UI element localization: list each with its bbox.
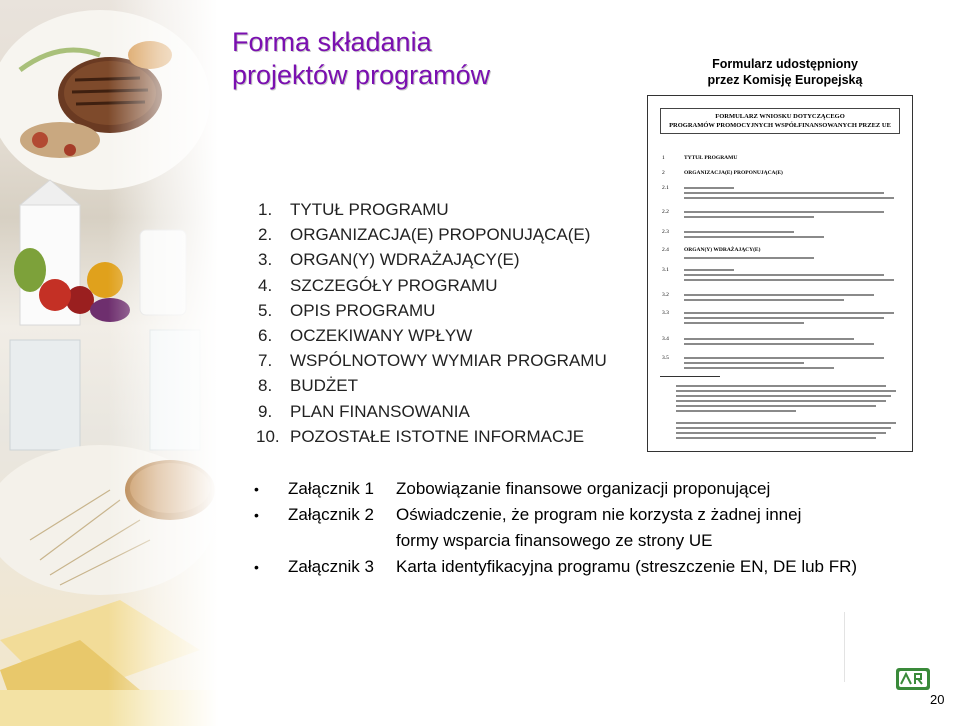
doc-sub-number: 3.3 [662,310,669,316]
item-text: ORGAN(Y) WDRAŻAJĄCY(E) [290,250,520,270]
item-text: SZCZEGÓŁY PROGRAMU [290,275,498,295]
item-number: 4. [258,275,273,295]
attachment-text-continuation: formy wsparcia finansowego ze strony UE [396,531,713,550]
list-item [258,348,607,373]
item-number: 2. [258,225,273,245]
form-document-header-line-2: PROGRAMÓW PROMOCYJNYCH WSPÓŁFINANSOWANYCH PRZEZ UE [669,122,891,129]
doc-section-3: ORGAN(Y) WDRAŻAJĄCY(E) [684,247,761,253]
divider [844,612,845,682]
list-item [258,298,607,323]
arr-logo-icon [894,664,934,694]
bullet-icon: • [254,507,259,523]
doc-sub-number: 3.1 [662,267,669,273]
page-number: 20 [930,692,945,707]
doc-section-number: 2 [662,170,665,176]
bullet-icon: • [254,481,259,497]
item-number: 10. [256,426,280,446]
form-caption-line-1: Formularz udostępniony [712,57,858,71]
list-item-continuation [254,528,857,554]
doc-section-number: 1 [662,155,665,161]
list-item [258,247,607,272]
doc-sub-number: 3.4 [662,336,669,342]
doc-sub-number: 2.2 [662,209,669,215]
list-item [254,502,857,528]
item-number: 6. [258,326,273,346]
item-text: PLAN FINANSOWANIA [290,401,470,421]
form-caption-line-2: przez Komisję Europejską [707,73,863,87]
bullet-icon: • [254,559,259,575]
title-line-1: Forma składania [232,27,432,57]
form-caption [645,56,925,88]
food-photo [0,0,218,726]
list-item [258,273,607,298]
attachment-label: Załącznik 3 [288,557,374,576]
list-item [254,554,857,580]
doc-sub-number: 2.1 [662,185,669,191]
doc-section-1: TYTUŁ PROGRAMU [684,155,738,161]
item-text: WSPÓLNOTOWY WYMIAR PROGRAMU [290,351,607,371]
doc-sub-number: 3.5 [662,355,669,361]
list-item [258,197,607,222]
form-document-thumbnail [647,95,913,452]
item-text: OCZEKIWANY WPŁYW [290,326,473,346]
item-number: 5. [258,300,273,320]
list-item [258,399,607,424]
item-number: 3. [258,250,273,270]
title-line-2: projektów programów [232,60,491,90]
item-number: 7. [258,351,273,371]
item-number: 1. [258,200,273,219]
item-text: TYTUŁ PROGRAMU [290,200,449,219]
doc-sub-number: 2.4 [662,247,669,253]
attachment-label: Załącznik 1 [288,479,374,498]
doc-sub-number: 2.3 [662,229,669,235]
item-text: ORGANIZACJA(E) PROPONUJĄCA(E) [290,225,591,245]
list-item [258,424,607,449]
list-item [258,222,607,247]
doc-sub-number: 3.2 [662,292,669,298]
list-item [258,323,607,348]
doc-section-2: ORGANIZACJA(E) PROPONUJĄCA(E) [684,170,783,176]
attachment-text: Oświadczenie, że program nie korzysta z żadnej innej [396,505,802,524]
item-number: 9. [258,401,273,421]
attachment-label: Załącznik 2 [288,505,374,524]
item-text: BUDŻET [290,376,358,396]
attachments-list [254,476,857,580]
page-title [232,26,490,92]
form-document-header [660,108,900,134]
item-text: POZOSTAŁE ISTOTNE INFORMACJE [290,426,585,446]
list-item [258,373,607,398]
attachment-text: Zobowiązanie finansowe organizacji proponującej [396,479,771,498]
item-text: OPIS PROGRAMU [290,300,436,320]
program-sections-list [258,197,607,449]
list-item [254,476,857,502]
item-number: 8. [258,376,273,396]
form-document-header-line-1: FORMULARZ WNIOSKU DOTYCZĄCEGO [715,113,845,120]
attachment-text: Karta identyfikacyjna programu (streszczenie EN, DE lub FR) [396,557,858,576]
